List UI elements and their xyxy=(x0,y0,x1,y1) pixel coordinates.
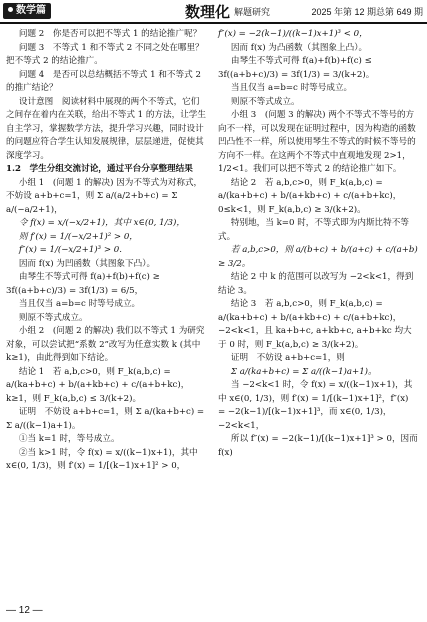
header-rule xyxy=(0,22,427,24)
define-fx: 令 f(x) = x/(−x/2+1)，其中 x∈(0, 1/3)， xyxy=(18,218,185,228)
page-header xyxy=(0,0,427,24)
jensen-step: 由琴生不等式可得 f(a)+f(b)+f(c) ≥ 3f((a+b+c)/3) = 3f(1/3) = 6/5， xyxy=(6,272,160,296)
group2-intro: 小组 2 (问题 2 的解决) 我们以不等式 1 为研究对象，可以尝试把“系数 2”改写为任意实数 k (其中 k≥1)，由此得到如下结论。 xyxy=(6,326,205,363)
left-column xyxy=(6,28,206,474)
section-tag-label: 数学篇 xyxy=(16,5,46,16)
section-heading: 1.2 学生分组交流讨论，通过平台分享整理结果 xyxy=(6,164,193,174)
conclusion-2: 结论 2 若 a,b,c>0，则 F_k(a,b,c) = a/(ka+b+c) + b/(a+kb+c) + c/(a+b+kc)，0≤k<1，则 F_k(a,b,c) ≥ 3/(k+2)。 xyxy=(218,177,402,215)
issue-number: 2025 年第 12 期总第 649 期 xyxy=(311,7,423,17)
case-1: ①当 k=1 时，等号成立。 xyxy=(18,434,120,444)
second-derivative-2: f″(x) = −2(k−1)/((k−1)x+1)³ < 0， xyxy=(218,29,368,39)
equality-note-2: 当且仅当 a=b=c 时等号成立。 xyxy=(230,83,353,93)
group1-intro: 小组 1 (问题 1 的解决) 因为不等式为对称式，不妨设 a+b+c=1，则 Σ a/(a/2+b+c) = Σ a/(−a/2+1)， xyxy=(6,177,203,215)
proof-1: 证明 不妨设 a+b+c=1，则 Σ a/(ka+b+c) = Σ a/((k−1)a+1)。 xyxy=(6,407,205,431)
second-derivative: f″(x) = 1/(−x/2+1)³ > 0. xyxy=(18,245,122,255)
first-derivative: 则 f′(x) = 1/(−x/2+1)² > 0， xyxy=(18,231,138,242)
convex-note: 因而 f(x) 为凸函数（其图象上凸）。 xyxy=(230,42,368,53)
proof-3-start: 证明 不妨设 a+b+c=1，则 xyxy=(230,353,345,363)
nesbitt-inequality: 若 a,b,c>0，则 a/(b+c) + b/(a+c) + c/(a+b) ≥ 3/2。 xyxy=(218,245,418,269)
group3-intro: 小组 3 (问题 3 的解决) 两个不等式不等号的方向不一样，可以发现在证明过程中，因为构造的函数凹凸性不一样，所以使用琴生不等式的时候不等号的方向不一样。在这两个不等式中直观地发现 2>1，1/2<1。我们可以把不等式 2 的结论推广如下。 xyxy=(218,110,416,174)
case-2: ②当 k>1 时，令 f(x) = x/((k−1)x+1)，其中 x∈(0, 1/3)，则 f′(x) = 1/[(k−1)x+1]² > 0， xyxy=(6,447,198,471)
design-intent: 设计意图 阅读材料中展现的两个不等式，它们之间存在着内在关联，给出不等式 1 的方法，让学生自主学习，掌握数学方法，提升学习兴趣，同时设计的问题应符合学生认知发展规律，层层递进，促使其深度学习。 xyxy=(6,96,206,161)
equality-note: 当且仅当 a=b=c 时等号成立。 xyxy=(18,299,141,309)
conclusion-note-2: 则原不等式成立。 xyxy=(230,96,300,107)
question-4: 问题 4 是否可以总结概括不等式 1 和不等式 2 的推广结论？ xyxy=(6,69,201,93)
special-case: 特别地，当 k=0 时，不等式即为内斯比特不等式。 xyxy=(218,218,409,242)
range-note: 结论 2 中 k 的范围可以改写为 −2<k<1，得到结论 3。 xyxy=(218,272,414,296)
right-column xyxy=(218,28,418,460)
conclusion-3: 结论 3 若 a,b,c>0，则 F_k(a,b,c) = a/(ka+b+c) + b/(a+kb+c) + c/(a+b+kc)，−2<k<1，且 ka+b+c, a+kb+c, a+b+kc 均大于 0 时，则 F_k(a,b,c) ≥ 3/(k+2)。 xyxy=(218,299,412,350)
bullet-icon xyxy=(8,7,13,12)
page-number: — 12 — xyxy=(6,605,43,616)
jensen-step-2: 由琴生不等式可得 f(a)+f(b)+f(c) ≤ 3f((a+b+c)/3) = 3f(1/3) = 3/(k+2)。 xyxy=(218,56,375,80)
conclusion-1: 结论 1 若 a,b,c>0，则 F_k(a,b,c) = a/(ka+b+c) + b/(a+kb+c) + c/(a+b+kc)，k≥1，则 F_k(a,b,c) ≤ 3/(k+2)。 xyxy=(6,366,190,404)
magazine-brand: 数理化 xyxy=(185,4,231,21)
final-derivative: 所以 f″(x) = −2(k−1)/[(k−1)x+1]³ > 0，因而 f(x) xyxy=(218,434,418,458)
derivatives-3: 当 −2<k<1 时，令 f(x) = x/((k−1)x+1)，其中 x∈(0, 1/3)，则 f′(x) = 1/[(k−1)x+1]²，f″(x) = −2(k−1)/[(k−1)x+1]³，而 x∈(0, 1/3)，−2<k<1， xyxy=(218,380,413,431)
sum-rewrite: Σ a/(ka+b+c) = Σ a/((k−1)a+1)。 xyxy=(230,366,377,377)
conclusion-note: 则原不等式成立。 xyxy=(18,312,88,323)
column-subtitle: 解题研究 xyxy=(234,7,271,17)
concave-note: 因而 f(x) 为凹函数（其图象下凸）。 xyxy=(18,258,156,269)
section-tag xyxy=(3,3,51,19)
question-3: 问题 3 不等式 1 和不等式 2 不同之处在哪里？把不等式 2 的结论推广。 xyxy=(6,42,204,66)
question-2: 问题 2 你是否可以把不等式 1 的结论推广呢？ xyxy=(18,29,202,39)
